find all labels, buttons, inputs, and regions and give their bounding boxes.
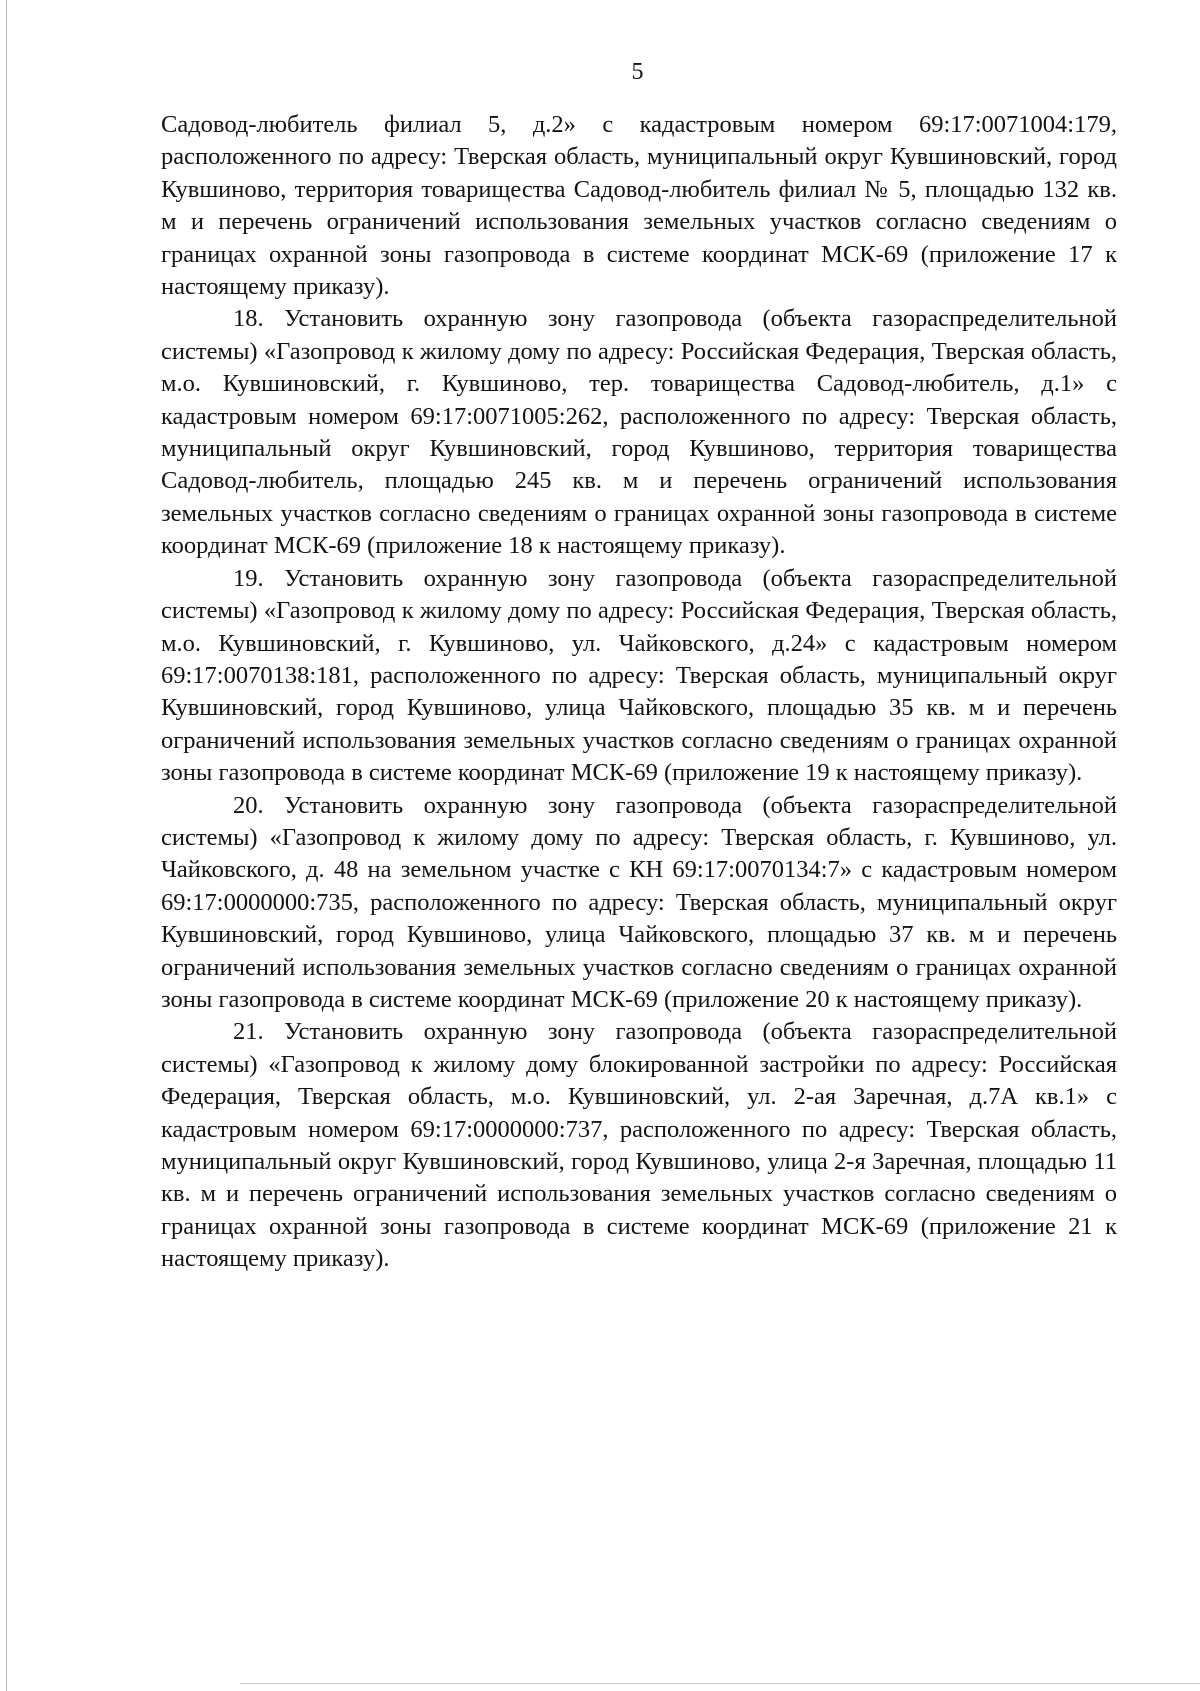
- document-body: [161, 109, 1117, 1276]
- paragraph-20: 20. Установить охранную зону газопровода (объекта газораспределительной системы) «Газопровод к жилому дому по адресу: Тверская область, г. Кувшиново, ул. Чайковского, д. 48 на земельном участке с КН 69:17:0070134:7» с кадастровым номером 69:17:0000000:735, расположенного по адресу: Тверская область, муниципальный округ Кувшиновский, город Кувшиново, улица Чайковского, площадью 37 кв. м и перечень ограничений использования земельных участков согласно сведениям о границах охранной зоны газопровода в системе координат МСК-69 (приложение 20 к настоящему приказу).: [161, 791, 1117, 1013]
- paragraph-17-continuation: Садовод-любитель филиал 5, д.2» с кадастровым номером 69:17:0071004:179, расположенного по адресу: Тверская область, муниципальный округ Кувшиновский, город Кувшиново, территория товарищества Садовод-любитель филиал № 5, площадью 132 кв. м и перечень ограничений использования земельных участков согласно сведениям о границах охранной зоны газопровода в системе координат МСК-69 (приложение 17 к настоящему приказу).: [161, 111, 1117, 301]
- page-number: 5: [631, 59, 644, 85]
- scan-edge-left: [6, 0, 7, 1691]
- paragraph-21: 21. Установить охранную зону газопровода (объекта газораспределительной системы) «Газопровод к жилому дому блокированной застройки по адресу: Российская Федерация, Тверская область, м.о. Кувшиновский, ул. 2-ая Заречная, д.7А кв.1» с кадастровым номером 69:17:0000000:737, расположенного по адресу: Тверская область, муниципальный округ Кувшиновский, город Кувшиново, улица 2-я Заречная, площадью 11 кв. м и перечень ограничений использования земельных участков согласно сведениям о границах охранной зоны газопровода в системе координат МСК-69 (приложение 21 к настоящему приказу).: [161, 1018, 1117, 1273]
- paragraph-19: 19. Установить охранную зону газопровода (объекта газораспределительной системы) «Газопровод к жилому дому по адресу: Российская Федерация, Тверская область, м.о. Кувшиновский, г. Кувшиново, ул. Чайковского, д.24» с кадастровым номером 69:17:0070138:181, расположенного по адресу: Тверская область, муниципальный округ Кувшиновский, город Кувшиново, улица Чайковского, площадью 35 кв. м и перечень ограничений использования земельных участков согласно сведениям о границах охранной зоны газопровода в системе координат МСК-69 (приложение 19 к настоящему приказу).: [161, 564, 1117, 787]
- paragraph-18: 18. Установить охранную зону газопровода (объекта газораспределительной системы) «Газопровод к жилому дому по адресу: Российская Федерация, Тверская область, м.о. Кувшиновский, г. Кувшиново, тер. товарищества Садовод-любитель, д.1» с кадастровым номером 69:17:0071005:262, расположенного по адресу: Тверская область, муниципальный округ Кувшиновский, город Кувшиново, территория товарищества Садовод-любитель, площадью 245 кв. м и перечень ограничений использования земельных участков согласно сведениям о границах охранной зоны газопровода в системе координат МСК-69 (приложение 18 к настоящему приказу).: [161, 305, 1117, 560]
- scan-edge-bottom: [240, 1683, 1200, 1684]
